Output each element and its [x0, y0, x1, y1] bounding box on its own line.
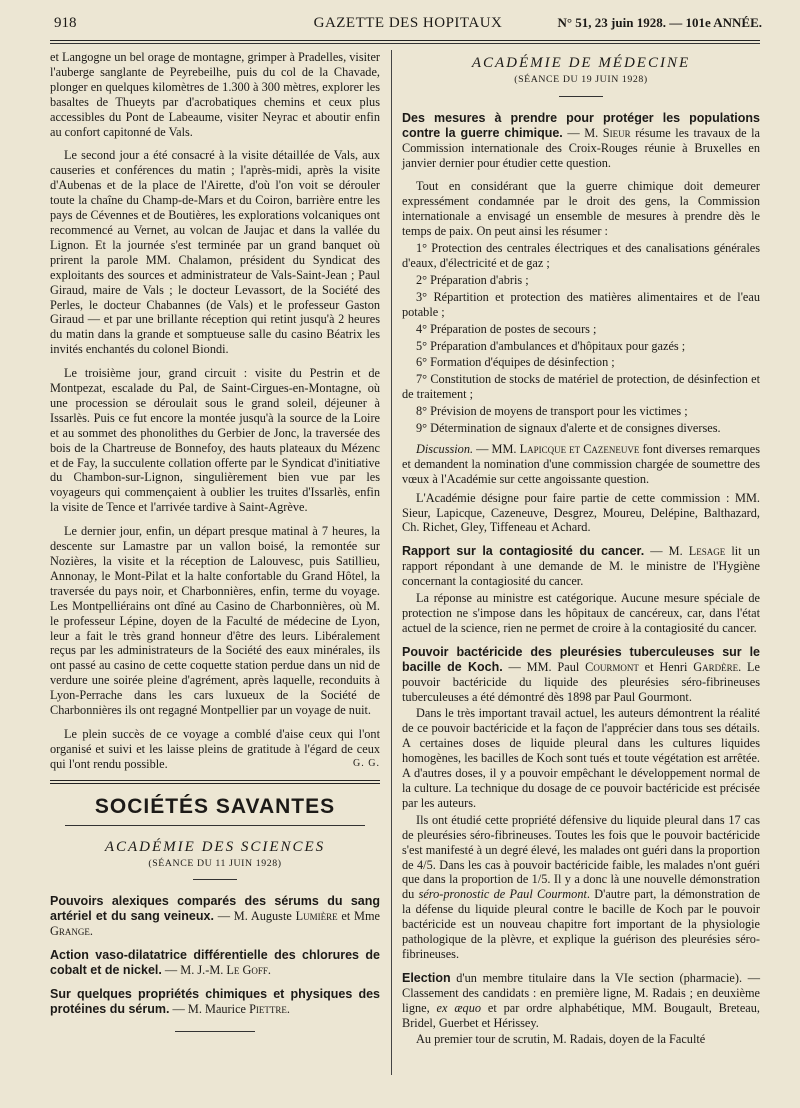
- academy-medecine-title: ACADÉMIE DE MÉDECINE: [471, 55, 691, 71]
- cancer-intro-b: lit un rapport répondant à une demande de M. le ministre de l'Hygiène concernant la contagiosité du cancer.: [402, 544, 760, 589]
- guerre-intro-a: — M.: [562, 125, 603, 140]
- guerre-paragraph: Tout en considérant que la guerre chimique doit demeurer expressément condamnée par le droit des gens, la Commission internationale a envisagé un ensemble de mesures à prendre dès le temps de paix. On peut ainsi les résumer :: [402, 179, 760, 239]
- election-paragraph: Au premier tour de scrutin, M. Radais, doyen de la Faculté: [416, 1032, 706, 1047]
- column-divider: [391, 50, 392, 1075]
- section-thin-rule: [65, 825, 365, 826]
- pleuresies-author: Courmont: [585, 659, 639, 674]
- guerre-item: 2° Préparation d'abris ;: [416, 272, 529, 287]
- guerre-intro-b: résume les travaux de la Commission internationale des Croix-Rouges réunie à Bruxelles en janvier dernier pour étudier cette question.: [402, 125, 760, 170]
- entry-3-title: Sur quelques propriétés chimiques et physiques des protéines du sérum.: [50, 986, 380, 1016]
- header-rule: [50, 40, 760, 44]
- cancer-paragraph: La réponse au ministre est catégorique. Aucune mesure spéciale de protection ne s'impose dans les hôpitaux de cancéreux, car, dans l'état actuel de la science, rien ne permet de croire à la contagiosité du cancer.: [402, 591, 760, 635]
- guerre-item: 3° Répartition et protection des matières alimentaires et de l'eau potable ;: [402, 289, 760, 319]
- entry-1-text: — M. Auguste: [213, 909, 296, 924]
- travel-paragraph-5-text: Le plein succès de ce voyage a comblé d'aise ceux qui l'ont organisé et suivi et les laisse pleins de gratitude à l'égard de ceux qui l'ont rendu possible.: [50, 726, 380, 771]
- travel-paragraph-3: Le troisième jour, grand circuit : visite du Pestrin et de Montpezat, escalade du Pal, de Saint-Cirgues-en-Montagne, où une procession se déroulait sous le grand soleil, déjeuner à Issarlès. Puis ce fut encore la montée jusqu'à la source de la Loire et au sommet des phonolithes du Gerbier de Jonc, la traversée des bois de la Chartreuse de Bonnefoy, des hauts plateaux du Mézenc et de Fay, la succulente collation offerte par le Syndicat d'initiative du Chambon-sur-Lignon, singulièrement bien vue par les voyageurs qui commençaient à oublier les truites d'Issarlès, enfin la visite de Tence et l'arrivée tardive à Saint-Agrève.: [50, 366, 380, 515]
- entry-3-end: .: [286, 1001, 290, 1016]
- election-text-a: d'un membre titulaire dans la VIe section (pharmacie). — Classement des candidats : en première ligne, M. Radais ; en deuxième ligne,: [402, 970, 760, 1015]
- left-column: [50, 50, 380, 1032]
- travel-paragraph-2: Le second jour a été consacré à la visite détaillée de Vals, aux causeries et conférences du matin ; l'après-midi, après la visite d'Aubenas et de la place de l'Airette, d'où l'on voit se dérouler toute la chaîne du Champ-de-Mars et du Coiron, barrière entre les pays de Cévennes et de Boutières, les explorations volcaniques ont recommencé au Vernet, au volcan de Jaujac et dans la vallée du Lignon. Et la journée s'est terminée par un grand banquet où prirent la parole MM. Chalamon, président du Syndicat des exploitants des sources et administrateur de Vals-Saint-Jean ; Paul Giraud, maire de Vals ; le docteur Levassort, de la Société des Perles, le docteur Chabannes (de Vals) et le professeur Gaston Giraud — et par une brillante réception qui retint jusqu'à 2 heures du matin dans la grande et somptueuse salle du casino Béatrix les invités enchantés du colonel Biondi.: [50, 148, 380, 357]
- guerre-item: 9° Détermination de signaux d'alerte et de consignes diverses.: [416, 421, 721, 436]
- pleuresies-title: Pouvoir bactéricide des pleurésies tuberculeuses sur le bacille de Koch.: [402, 644, 760, 674]
- discussion-label: Discussion.: [416, 441, 474, 456]
- cancer-intro-a: — M.: [644, 544, 689, 559]
- right-column: [402, 50, 760, 1056]
- page-number: 918: [54, 15, 77, 31]
- entry-3-text: — M. Maurice: [169, 1001, 250, 1016]
- sciences-entry-1: [50, 894, 380, 939]
- guerre-title: Des mesures à prendre pour protéger les populations contre la guerre chimique.: [402, 110, 760, 140]
- sciences-entry-2: [50, 948, 380, 978]
- commission-paragraph: L'Académie désigne pour faire partie de cette commission : MM. Sieur, Lapicque, Cazeneuve, Desgrez, Moureu, Delépine, Balthazard, Ch. Richet, Gley, Tiffeneau et Achard.: [402, 490, 760, 535]
- guerre-item: 5° Préparation d'ambulances et d'hôpitaux pour gazés ;: [416, 338, 686, 353]
- cancer-heading: [402, 544, 760, 589]
- entry-1-text-2: et Mme: [337, 909, 380, 924]
- entry-1-author: Lumière: [295, 909, 338, 924]
- pleuresies-heading: [402, 645, 760, 705]
- pleuresies-paragraph-1: Dans le très important travail actuel, les auteurs démontrent la réalité de ce pouvoir bactéricide et la façon de l'apprécier dans tous ses détails. A certaines doses de liquide pleural dans les cultures liquides homogènes, les bacilles de Koch sont tués et toute végétation est arrêtée. A d'autres doses, il y a pouvoir empêchant le développement normal de la culture. La technique du dosage de ce pouvoir bactéricide est précisée par les auteurs.: [402, 706, 760, 810]
- entry-3-author: Piettre: [249, 1001, 287, 1016]
- discussion-paragraph: [402, 442, 760, 487]
- discussion-authors: Lapicque et Cazeneuve: [519, 441, 640, 456]
- entry-2-title: Action vaso-dilatatrice différentielle des chlorures de cobalt et de nickel.: [50, 948, 380, 978]
- entry-1-title: Pouvoirs alexiques comparés des sérums du sang artériel et du sang veineux.: [50, 894, 380, 924]
- academy-sciences-seance: (SÉANCE DU 11 JUIN 1928): [148, 857, 282, 869]
- entry-1-author-2: Grange: [50, 924, 90, 939]
- pleuresies-intro-c: . Le pouvoir bactéricide du liquide des pleurésies séro-fibrineuses tuberculeuses a été démontré dès 1898 par Paul Gourmont.: [402, 659, 760, 704]
- guerre-item: 1° Protection des centrales électriques et des canalisations générales d'eaux, d'électricité et de gaz ;: [402, 241, 760, 270]
- guerre-item: 7° Constitution de stocks de matériel de protection, de désinfection et de traitement ;: [402, 372, 760, 402]
- election-title: Election: [402, 970, 451, 985]
- academy-medecine-seance: (SÉANCE DU 19 JUIN 1928): [514, 73, 648, 85]
- guerre-item: 8° Prévision de moyens de transport pour les victimes ;: [416, 404, 688, 419]
- entry-2-end: .: [267, 963, 271, 978]
- travel-paragraph-1: et Langogne un bel orage de montagne, grimper à Pradelles, visiter l'auberge sanglante de Peyrebeilhe, puis du col de la Chavade, plonger en quelques kilomètres de 1.300 à 300 mètres, explorer les basaltes de Thueyts par d'acrobatiques chemins et ceux plus accessibles du Pont de Labeaume, visiter Neyrac et aboutir enfin au confort capitonné de Vals.: [50, 50, 380, 139]
- academy-sciences-title: ACADÉMIE DES SCIENCES: [104, 838, 326, 855]
- guerre-item: 6° Formation d'équipes de désinfection ;: [416, 355, 615, 370]
- pleuresies-italic: séro-pronostic de Paul Courmont: [418, 887, 587, 902]
- entry-1-end: .: [89, 924, 93, 939]
- travel-paragraph-4: Le dernier jour, enfin, un départ presque matinal à 7 heures, la descente sur Lamastre par un vallon boisé, la remontée sur Nozières, la visite et la réception de Lalouvesc, puis Satillieu, Annonay, le Mont-Pilat et la halte confortable du Grand Hôtel, la traversée du pays noir, et Charbonnières, enfin, terme du voyage. Les Montpelliérains ont dîné au Casino de Charbonnières, où M. le professeur Lépine, doyen de la Faculté de médecine de Lyon, leur a fait le très grand honneur d'être des leurs. Libéralement reçus par les administrateurs de la Société des eaux minérales, ils ont passé au casino de cette coquette station perdue dans un nid de verdure une soirée pleine d'agrément, après laquelle, reconduits à Lyon-Perrache dans les cars luxueux de la Société de Charbonnières ils ont regagné Montpellier par un voyage de nuit.: [50, 524, 380, 718]
- pleuresies-paragraph-2-a: Ils ont étudié cette propriété défensive du liquide pleural dans 17 cas de pleurésies séro-fibrineuses. Toutes les fois que le pouvoir bactéricide s'est manifesté à un degré élevé, les malades ont guéri dans la proportion de 4/5. Dans les cas à pouvoir bactéricide faible, les malades n'ont guéri que dans la proportion de 1/5. Il y a donc là une nouvelle démonstration du: [402, 812, 760, 902]
- seance-rule-right: [559, 96, 603, 97]
- running-header: [46, 10, 770, 36]
- pleuresies-intro-b: et Henri: [638, 659, 694, 674]
- guerre-chimique-heading: [402, 111, 760, 171]
- signature: G. G.: [353, 757, 380, 769]
- pleuresies-intro-a: — MM. Paul: [502, 659, 586, 674]
- discussion-text-b: font diverses remarques et demandent la nomination d'une commission chargée de soumettre des vœux à l'Académie sur cette angoissante question.: [402, 441, 760, 486]
- election-italic: ex æquo: [436, 1000, 481, 1015]
- travel-paragraph-5: [50, 727, 380, 772]
- guerre-author: Sieur: [602, 125, 631, 140]
- issue-info: N° 51, 23 juin 1928. — 101e ANNÉE.: [557, 15, 762, 30]
- guerre-item: 4° Préparation de postes de secours ;: [416, 321, 597, 336]
- pleuresies-author-2: Gardère: [693, 659, 739, 674]
- entry-2-text: — M. J.-M.: [161, 963, 227, 978]
- election-text-b: et par ordre alphabétique, MM. Bougault, Breteau, Bridel, Guerbet et Hérissey.: [402, 1000, 760, 1030]
- section-rule: [50, 780, 380, 784]
- cancer-title: Rapport sur la contagiosité du cancer.: [402, 544, 645, 559]
- pleuresies-paragraph-2-b: . D'autre part, la démonstration de la défense du liquide pleural contre le bacille de Koch par le pouvoir bactéricide est un nouveau chapitre fort important de la physiologie pathologique de la plèvre, et explique la guérison des pleurésies séro-fibrineuses.: [402, 887, 760, 961]
- seance-rule: [193, 879, 237, 880]
- entry-2-author: Le Goff: [226, 963, 268, 978]
- section-title: SOCIÉTÉS SAVANTES: [94, 794, 336, 818]
- cancer-author: Lesage: [688, 544, 726, 559]
- election-heading: [402, 971, 760, 1031]
- pleuresies-paragraph-2: [402, 813, 760, 962]
- sciences-entry-3: [50, 987, 380, 1017]
- journal-title: GAZETTE DES HOPITAUX: [313, 15, 503, 31]
- end-rule: [175, 1031, 255, 1032]
- discussion-text-a: — MM.: [473, 441, 520, 456]
